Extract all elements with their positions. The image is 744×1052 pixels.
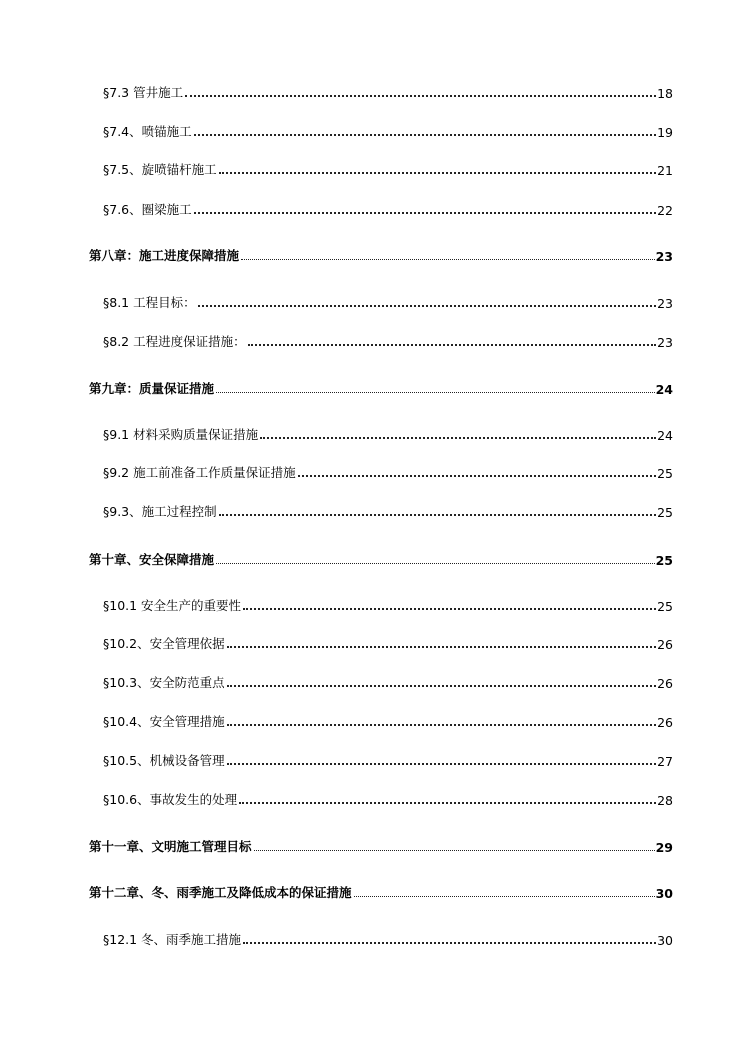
toc-entry[interactable] [103, 500, 673, 520]
toc-entry[interactable] [103, 120, 673, 140]
toc-entry[interactable] [103, 423, 673, 443]
toc-entry-title: §10.3、安全防范重点 [103, 675, 225, 690]
dot-leader [219, 170, 656, 174]
toc-entry[interactable] [103, 788, 673, 808]
dot-leader [227, 683, 657, 687]
dot-leader [216, 561, 655, 564]
toc-chapter-entry[interactable] [89, 244, 673, 264]
toc-entry[interactable] [103, 928, 673, 948]
dot-leader [239, 800, 656, 804]
toc-entry-page: 21 [657, 163, 673, 178]
toc-entry-title: §9.3、施工过程控制 [103, 504, 217, 519]
dot-leader [185, 93, 656, 97]
dot-leader [227, 761, 657, 765]
toc-entry-title: 第十章、安全保障措施 [89, 552, 215, 567]
dot-leader [216, 390, 655, 393]
toc-entry-page: 26 [657, 715, 673, 730]
toc-entry[interactable] [103, 671, 673, 691]
toc-entry[interactable] [103, 330, 673, 350]
dot-leader [248, 342, 656, 346]
toc-entry-title: §8.2 工程进度保证措施： [103, 334, 246, 349]
toc-entry-title: 第十二章、冬、雨季施工及降低成本的保证措施 [89, 885, 352, 900]
toc-chapter-entry[interactable] [89, 881, 673, 901]
toc-entry-page: 24 [655, 382, 673, 397]
toc-entry-page: 26 [657, 676, 673, 691]
toc-entry-title: §8.1 工程目标： [103, 295, 196, 310]
dot-leader [194, 210, 656, 214]
toc-entry[interactable] [103, 81, 673, 101]
toc-entry-page: 29 [655, 840, 673, 855]
dot-leader [227, 722, 657, 726]
toc-entry[interactable] [103, 198, 673, 218]
toc-entry-page: 25 [657, 466, 673, 481]
dot-leader [243, 606, 656, 610]
toc-entry-title: §10.1 安全生产的重要性 [103, 598, 242, 613]
dot-leader [260, 435, 656, 439]
toc-entry[interactable] [103, 461, 673, 481]
toc-entry-title: §10.6、事故发生的处理 [103, 792, 238, 807]
toc-entry-page: 26 [657, 637, 673, 652]
toc-entry[interactable] [103, 158, 673, 178]
toc-entry-page: 19 [657, 125, 673, 140]
toc-entry-page: 28 [657, 793, 673, 808]
toc-entry[interactable] [103, 594, 673, 614]
toc-entry-title: §10.2、安全管理依据 [103, 636, 225, 651]
toc-entry-page: 30 [655, 886, 673, 901]
toc-entry-title: §9.1 材料采购质量保证措施 [103, 427, 259, 442]
toc-entry-page: 25 [657, 505, 673, 520]
dot-leader [298, 473, 656, 477]
toc-entry-page: 25 [655, 553, 673, 568]
dot-leader [243, 940, 656, 944]
toc-entry-title: §10.4、安全管理措施 [103, 714, 225, 729]
toc-entry-title: §12.1 冬、雨季施工措施 [103, 932, 242, 947]
toc-entry-title: §7.4、喷锚施工 [103, 124, 192, 139]
dot-leader [354, 894, 655, 897]
dot-leader [219, 512, 656, 516]
toc-entry-title: §9.2 施工前准备工作质量保证措施 [103, 465, 296, 480]
toc-entry-title: 第十一章、文明施工管理目标 [89, 839, 252, 854]
toc-chapter-entry[interactable] [89, 835, 673, 855]
toc-entry-page: 23 [657, 335, 673, 350]
dot-leader [241, 257, 655, 260]
toc-entry-title: §10.5、机械设备管理 [103, 753, 225, 768]
toc-entry-page: 27 [657, 754, 673, 769]
toc-entry-page: 18 [657, 86, 673, 101]
toc-entry[interactable] [103, 291, 673, 311]
dot-leader [227, 644, 657, 648]
toc-chapter-entry[interactable] [89, 548, 673, 568]
toc-entry[interactable] [103, 632, 673, 652]
toc-entry[interactable] [103, 710, 673, 730]
toc-entry-title: 第八章：施工进度保障措施 [89, 248, 240, 263]
toc-entry-page: 30 [657, 933, 673, 948]
toc-entry-page: 23 [657, 296, 673, 311]
dot-leader [198, 303, 656, 307]
toc-entry-title: 第九章：质量保证措施 [89, 381, 215, 396]
toc-entry-page: 22 [657, 203, 673, 218]
dot-leader [254, 848, 655, 851]
toc-entry-page: 25 [657, 599, 673, 614]
dot-leader [194, 132, 656, 136]
toc-entry-page: 23 [655, 249, 673, 264]
toc-entry-title: §7.5、旋喷锚杆施工 [103, 162, 217, 177]
toc-entry-page: 24 [657, 428, 673, 443]
toc-entry[interactable] [103, 749, 673, 769]
toc-entry-title: §7.6、圈梁施工 [103, 202, 192, 217]
toc-entry-title: §7.3 管井施工 [103, 85, 184, 100]
toc-chapter-entry[interactable] [89, 377, 673, 397]
